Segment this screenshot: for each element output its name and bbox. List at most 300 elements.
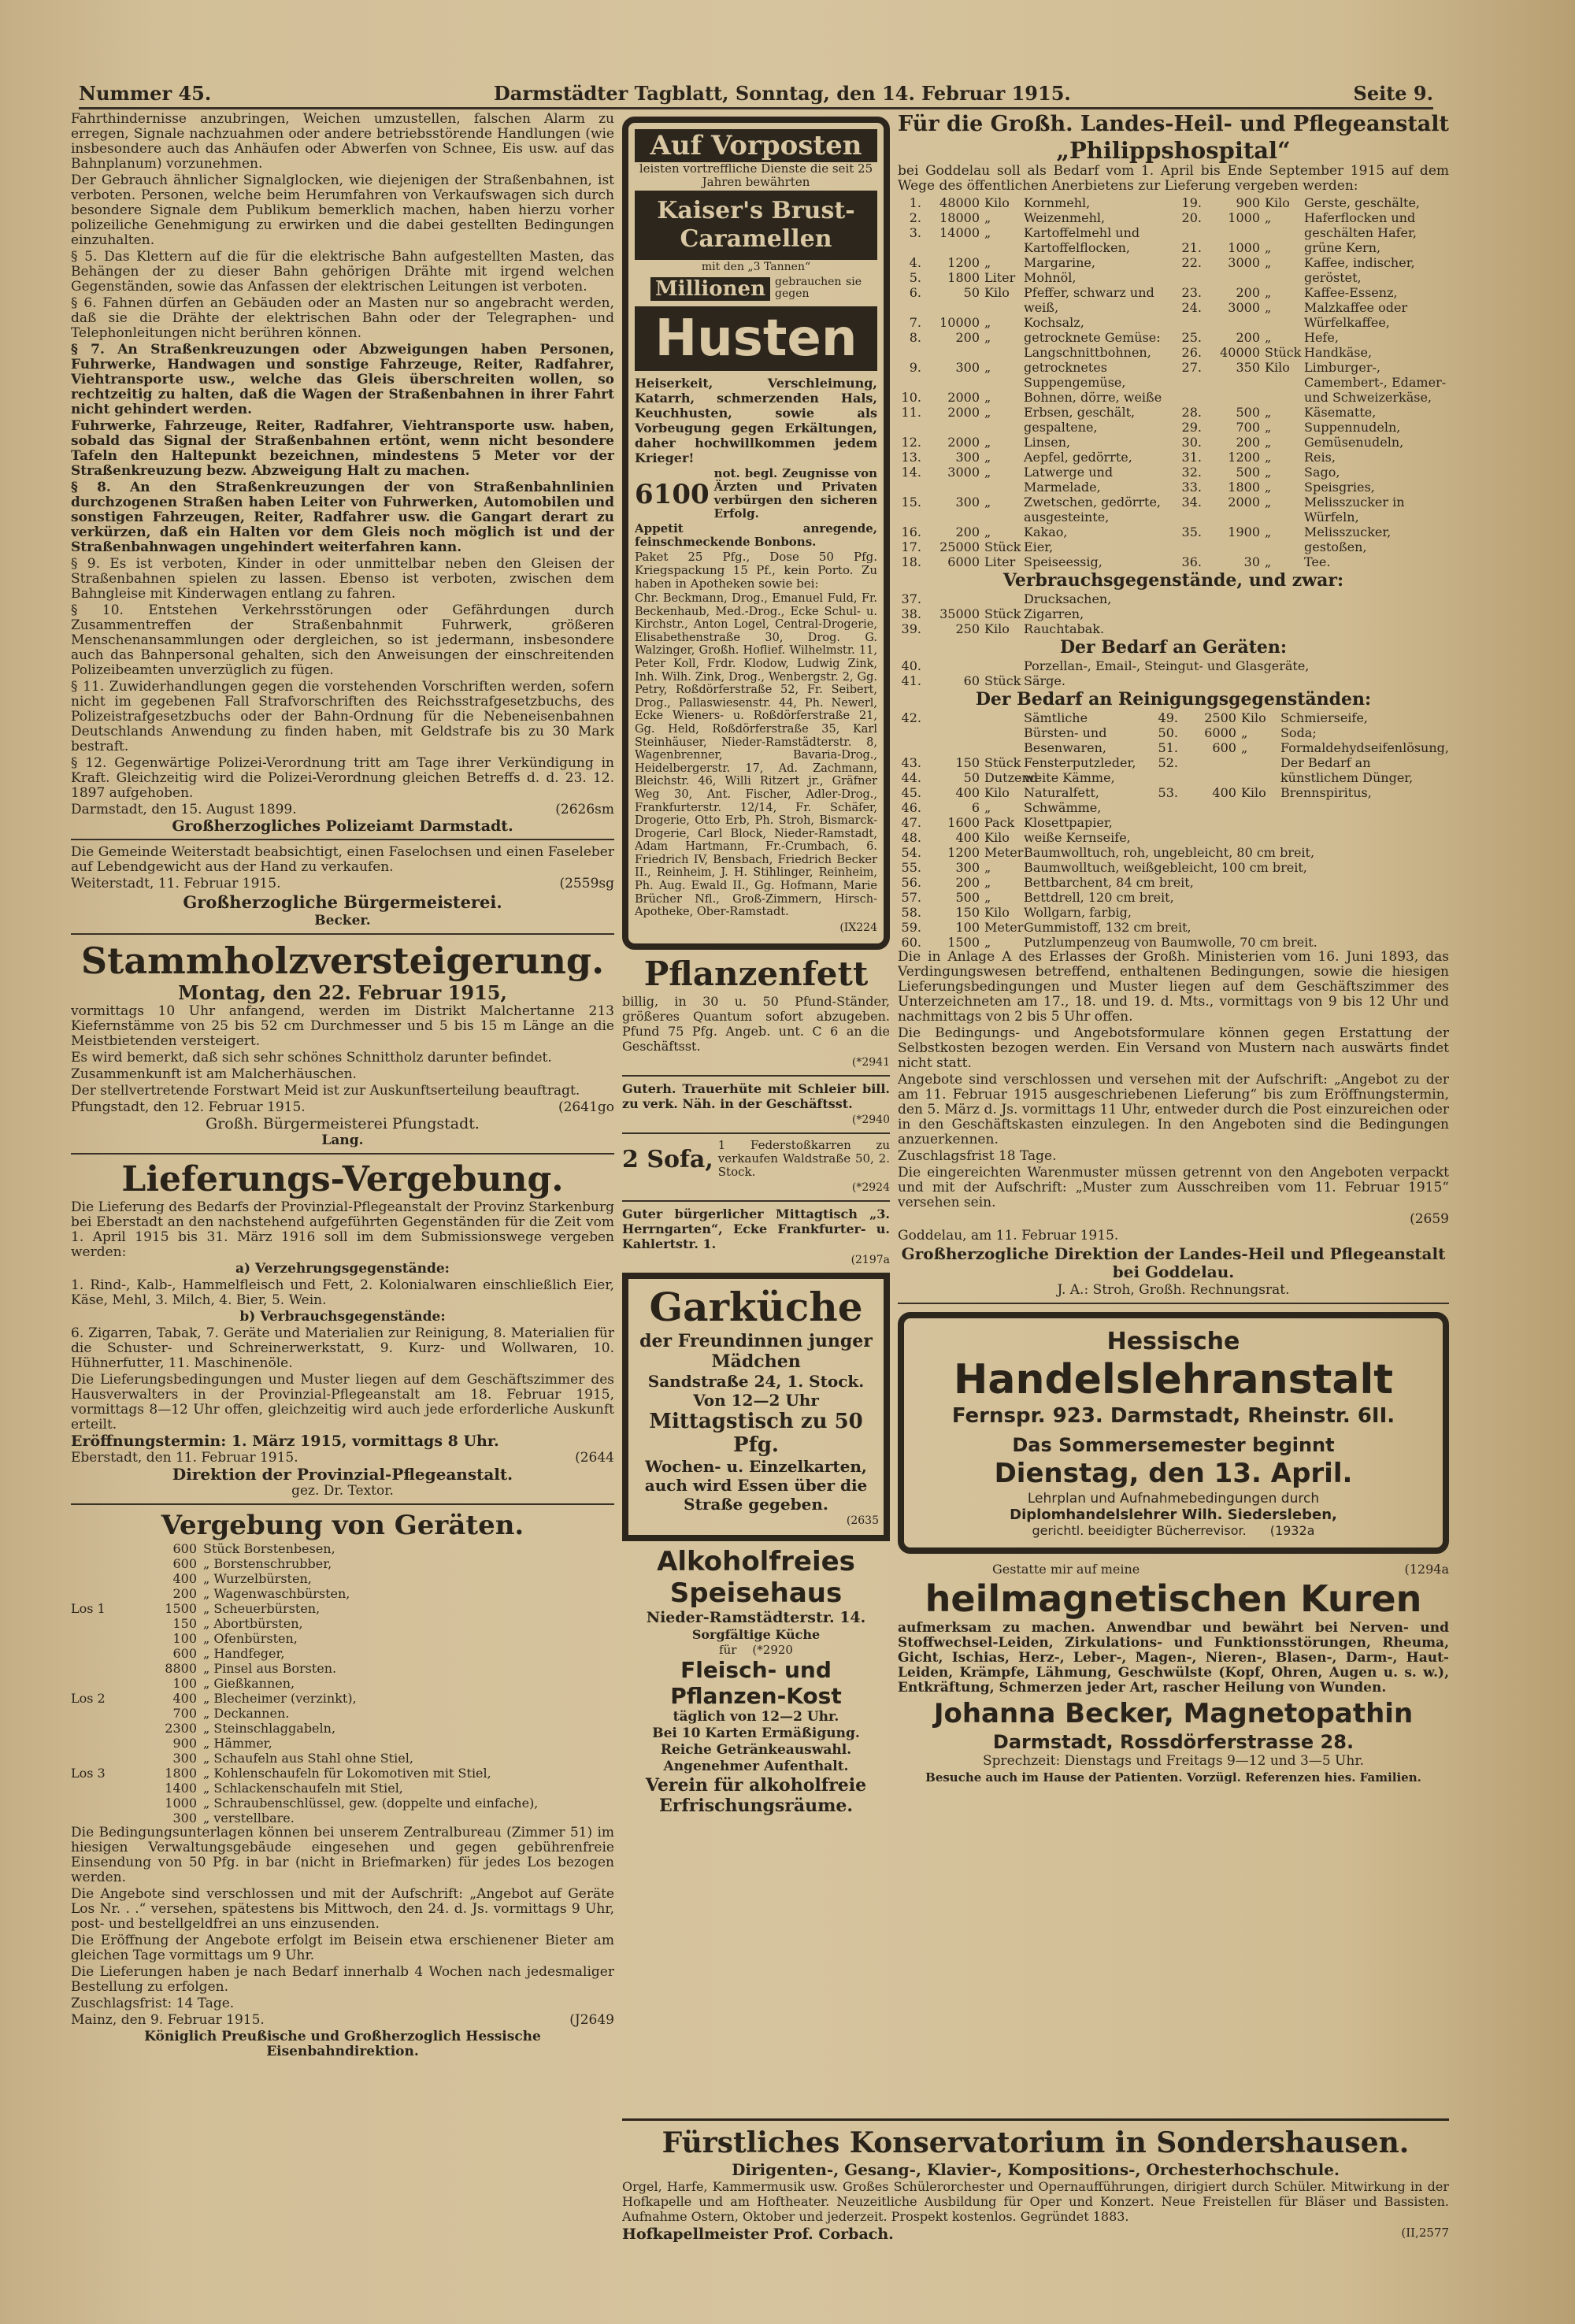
geraete-title: Vergebung von Geräten. xyxy=(161,1510,524,1541)
geraete-items xyxy=(898,658,1449,688)
item-row xyxy=(898,658,1449,673)
item-text: Mohnöl, xyxy=(1024,270,1077,285)
millionen-line xyxy=(635,276,877,302)
handelslehranstalt-ad xyxy=(898,1312,1449,1554)
lot-quantity: 200 xyxy=(172,1586,197,1601)
item-quantity: 6000 xyxy=(1204,725,1236,740)
lot-row xyxy=(71,1661,614,1676)
police-date: Darmstadt, den 15. August 1899. xyxy=(71,802,297,817)
item-text: Schmierseife, xyxy=(1280,710,1368,725)
lot-label xyxy=(71,1796,142,1811)
police-para: Fahrthindernisse anzubringen, Weichen umzustellen, falschen Alarm zu erregen, Signale nachzuahmen oder andere betriebsstörende Handlungen (wie insbesondere auch das Anhäufen oder Abwerfen von Schnee, Eis usw. auf das Bahnplanum) vorzunehmen. xyxy=(71,112,614,172)
item-row xyxy=(1178,420,1449,435)
item-row xyxy=(1178,435,1449,450)
item-number: 21. xyxy=(1181,240,1202,255)
lot-label: Los 1 xyxy=(71,1601,106,1616)
item-number: 22. xyxy=(1181,255,1202,270)
lot-row xyxy=(71,1796,614,1811)
divider xyxy=(71,1153,614,1155)
item-quantity: 1800 xyxy=(1228,480,1260,495)
speisehaus-ref: (*2920 xyxy=(752,1642,793,1657)
item-quantity xyxy=(926,710,984,755)
lot-row xyxy=(71,1601,614,1616)
geraete-ref: (J2649 xyxy=(569,2012,614,2028)
item-number: 51. xyxy=(1158,740,1178,755)
item-quantity: 2000 xyxy=(947,390,980,405)
item-row xyxy=(1154,785,1449,800)
item-row xyxy=(898,935,1449,950)
divider xyxy=(71,839,614,840)
pflanzenfett-text: billig, in 30 u. 50 Pfund-Ständer, größeres Quantum sofort abzugeben. Pfund 75 Pfg. Angeb. unt. C 6 an die Geschäftsst. xyxy=(622,993,890,1054)
item-quantity: 250 xyxy=(955,621,980,636)
reinigung-items xyxy=(898,710,1449,845)
item-text: Wollgarn, farbig, xyxy=(1024,905,1132,920)
lot-label xyxy=(71,1631,142,1646)
item-number: 28. xyxy=(1181,405,1202,420)
handelslehranstalt-addr: Fernspr. 923. Darmstadt, Rheinstr. 6II. xyxy=(951,1404,1395,1428)
item-unit: „ xyxy=(1265,480,1272,495)
heil-pre: Gestatte mir auf meine xyxy=(992,1562,1140,1577)
item-number: 14. xyxy=(901,465,921,480)
handelslehranstalt-footer xyxy=(914,1523,1433,1538)
hospital-signer: J. A.: Stroh, Großh. Rechnungsrat. xyxy=(1057,1282,1290,1298)
appetit-text: Appetit anregende, feinschmeckende Bonbons. xyxy=(635,521,877,549)
item-row xyxy=(1154,755,1449,785)
lot-label xyxy=(71,1781,142,1796)
hospital-name: „Philippshospital“ xyxy=(1056,137,1291,164)
kons-footer xyxy=(622,2226,1449,2243)
stammholz-name: Lang. xyxy=(321,1132,364,1148)
lieferung-name: gez. Dr. Textor. xyxy=(291,1483,394,1499)
item-number: 37. xyxy=(901,591,921,606)
item-text: Naturalfett, xyxy=(1024,785,1099,800)
issue-number: Nummer 45. xyxy=(79,81,212,105)
lieferung-text2: Die Lieferungsbedingungen und Muster liegen auf dem Geschäftszimmer des Hausverwalters in der Provinzial-Pflegeanstalt am 18. Februar 1915, vormittags 8—12 Uhr offen, gleichzeitig wird auch jede erforderliche Auskunft erteilt. xyxy=(71,1372,614,1433)
pflanzenfett-title: Pflanzenfett xyxy=(643,954,869,993)
item-unit: „ xyxy=(984,435,991,450)
mittagtisch-ad xyxy=(622,1206,890,1268)
item-text: Sago, xyxy=(1304,465,1340,480)
lot-quantity: 100 xyxy=(172,1676,197,1691)
heil-addr: Darmstadt, Rossdörferstrasse 28. xyxy=(992,1731,1354,1753)
item-unit: Kilo xyxy=(1240,710,1266,725)
item-row xyxy=(1178,465,1449,480)
item-quantity: 400 xyxy=(955,830,980,845)
trauer-ad xyxy=(622,1081,890,1128)
item-row xyxy=(898,285,1169,315)
lieferung-section-a: a) Verzehrungsgegenstände: xyxy=(235,1261,450,1277)
lot-row xyxy=(71,1751,614,1766)
police-para: § 9. Es ist verboten, Kinder in oder unmittelbar neben den Gleisen der Straßenbahnen spielen zu lassen. Ebenso ist verboten, zwischen dem Bahngleise mit Kinderwagen entlang zu fahren. xyxy=(71,556,614,602)
heil-besuch: Besuche auch im Hause der Patienten. Vorzügl. Referenzen hies. Familien. xyxy=(925,1770,1421,1785)
police-para: § 7. An Straßenkreuzungen oder Abzweigungen haben Personen, Fuhrwerke, Handwagen und sonstige Fahrzeuge, Reiter, Radfahrer, Viehtransporte usw., welche das Gleis überschreiten wollen, so rechtzeitig zu halten, daß die Wagen der Straßenbahnen in ihrer Fahrt nicht gehindert werden. xyxy=(71,342,614,417)
brand-name: Kaiser's Brust-Caramellen xyxy=(635,191,877,260)
police-para: § 11. Zuwiderhandlungen gegen die vorstehenden Vorschriften werden, sofern nicht im gegebenen Fall Strafvorschriften des Reichsstrafgesetzbuchs, des Polizeistrafgesetzbuchs oder der Bahn-Ordnung für die Nebeneisenbahnen Deutschlands Anwendung zu finden haben, mit Geldstrafe bis zu 30 Mark bestraft. xyxy=(71,679,614,754)
item-text: Handkäse, xyxy=(1304,345,1373,360)
item-row xyxy=(898,875,1449,890)
lot-quantity: 400 xyxy=(172,1571,197,1586)
item-unit: Kilo xyxy=(984,830,1010,845)
gemeinde-name: Becker. xyxy=(314,913,371,928)
stammholz-signature: Großh. Bürgermeisterei Pfungstadt. xyxy=(206,1115,480,1132)
heil-name: Johanna Becker, Magnetopathin xyxy=(933,1698,1414,1729)
hospital-text: Die Bedingungs- und Angebotsformulare können gegen Erstattung der Selbstkosten bezogen werden. Ein Versand von Mustern nach auswärts findet nicht statt. xyxy=(898,1025,1449,1071)
item-text: Zwetschen, gedörrte, ausgesteinte, xyxy=(1024,495,1161,524)
lot-quantity: 600 xyxy=(172,1556,197,1571)
item-text: Eier, xyxy=(1024,539,1054,554)
sofa-ad xyxy=(622,1139,890,1181)
item-row xyxy=(1178,195,1449,210)
speisehaus-drinks: Reiche Getränkeauswahl. xyxy=(660,1741,852,1758)
item-row xyxy=(1178,300,1449,330)
speisehaus-stay: Angenehmer Aufenthalt. xyxy=(663,1758,849,1774)
divider xyxy=(622,1075,890,1077)
divider xyxy=(71,1503,614,1505)
sofa-text: 1 Federstoßkarren zu verkaufen Waldstraße 50, 2. Stock. xyxy=(717,1137,890,1179)
item-unit: „ xyxy=(984,405,991,420)
item-number: 44. xyxy=(901,770,921,785)
item-quantity: 40000 xyxy=(1220,345,1260,360)
heil-title: heilmagnetischen Kuren xyxy=(925,1577,1422,1620)
sofa-ref: (*2924 xyxy=(851,1181,890,1194)
item-unit: „ xyxy=(984,524,991,539)
lot-label: Los 2 xyxy=(71,1691,106,1706)
item-row xyxy=(898,524,1169,539)
item-quantity: 1000 xyxy=(1228,240,1260,255)
item-number: 49. xyxy=(1158,710,1178,725)
hospital-text: Die in Anlage A des Erlasses der Großh. Ministerien vom 16. Juni 1893, das Verdingungswesen betreffend, enthaltenen Bedingungen, sowie die hiesigen Lieferungsbedingungen und Muster liegen auf dem Geschäftszimmer des Unterzeichneten am 17., 18. und 19. d. Mts., vormittags von 9 bis 12 Uhr und nachmittags von 2 bis 5 Uhr offen. xyxy=(898,949,1449,1025)
geraete-notice xyxy=(71,1510,614,2059)
item-number: 38. xyxy=(901,606,921,621)
hospital-place: Goddelau, am 11. Februar 1915. xyxy=(898,1228,1119,1244)
police-para: § 8. An den Straßenkreuzungen der von Straßenbahnlinien durchzogenen Straßen haben Leiter von Fuhrwerken, Automobilen und sonstigen Fahrzeugen, Reiter, Radfahrer usw. die Gangart derart zu verkürzen, daß ein Halten vor dem Gleis noch möglich ist und der Straßenbahnwagen ungehindert weiterfahren kann. xyxy=(71,480,614,555)
item-row xyxy=(898,770,1145,785)
item-unit: Kilo xyxy=(1240,785,1266,800)
police-ref: (2626sm xyxy=(555,802,614,817)
police-para: § 10. Entstehen Verkehrsstörungen oder Gefährdungen durch Zusammentreffen der Straßenbahnmit Fuhrwerk, größeren Menschenansammlungen oder dergleichen, so ist jedermann, insbesondere auch das Bahnpersonal gehalten, sich den Anweisungen der einschreitenden Polizeibeamten unverzüglich zu fügen. xyxy=(71,602,614,678)
item-quantity: 2500 xyxy=(1204,710,1236,725)
trauer-text: Guterh. Trauerhüte mit Schleier bill. zu verk. Näh. in der Geschäftsst. xyxy=(622,1080,890,1111)
lot-quantity: 1500 xyxy=(165,1601,197,1616)
item-unit: „ xyxy=(984,225,991,240)
item-unit: „ xyxy=(1265,210,1272,225)
police-para: § 6. Fahnen dürfen an Gebäuden oder an Masten nur so angebracht werden, daß sie die Drähte der elektrischen Bahn oder der Telegraphen- und Telephonleitungen nicht berühren können. xyxy=(71,295,614,341)
item-quantity: 200 xyxy=(1236,435,1260,450)
item-number: 9. xyxy=(909,360,921,375)
item-quantity: 200 xyxy=(955,875,980,890)
item-unit: „ xyxy=(1265,435,1272,450)
lot-row xyxy=(71,1571,614,1586)
gemeinde-text: Die Gemeinde Weiterstadt beabsichtigt, einen Faselochsen und einen Faseleber auf Lebendgewicht aus der Hand zu verkaufen. xyxy=(71,844,614,875)
handelslehranstalt-ref: (1932a xyxy=(1269,1523,1315,1538)
stammholz-dateline xyxy=(71,1100,614,1115)
item-number: 23. xyxy=(1181,285,1202,300)
kons-sub: Dirigenten-, Gesang-, Klavier-, Kompositions-, Orchesterhochschule. xyxy=(732,2160,1340,2179)
item-unit: „ xyxy=(984,210,991,225)
item-number: 12. xyxy=(901,435,921,450)
lot-item: „ Gießkannen, xyxy=(203,1676,295,1691)
item-text: Drucksachen, xyxy=(1024,591,1112,606)
reinigung-title: Der Bedarf an Reinigungsgegenständen: xyxy=(975,689,1372,710)
item-text: Kaffee, indischer, geröstet, xyxy=(1304,255,1415,285)
item-unit xyxy=(1241,755,1280,785)
item-number: 48. xyxy=(901,830,921,845)
preis-text: Paket 25 Pfg., Dose 50 Pfg. Kriegspackung 15 Pf., kein Porto. Zu haben in Apotheken sowie bei: xyxy=(635,550,877,591)
stammholz-text: Zusammenkunft ist am Malcherhäuschen. xyxy=(71,1066,357,1082)
pflanzenfett-ref: (*2941 xyxy=(851,1055,890,1069)
lot-row xyxy=(71,1721,614,1736)
lieferung-place: Eberstadt, den 11. Februar 1915. xyxy=(71,1450,298,1466)
lot-label xyxy=(71,1646,142,1661)
item-quantity: 6 xyxy=(971,800,980,815)
lot-item: „ Wagenwaschbürsten, xyxy=(203,1586,350,1601)
lot-label xyxy=(71,1661,142,1676)
item-number: 42. xyxy=(901,710,921,725)
lot-item: „ Steinschlaggabeln, xyxy=(203,1721,336,1736)
page-header xyxy=(79,79,1433,109)
item-row xyxy=(1178,255,1449,285)
item-row xyxy=(898,315,1169,330)
geraete-signature: Königlich Preußische und Großherzoglich Hessische Eisenbahndirektion. xyxy=(144,2029,541,2059)
lot-row xyxy=(71,1781,614,1796)
item-text: Baumwolltuch, roh, ungebleicht, 80 cm breit, xyxy=(1024,845,1315,860)
lot-label xyxy=(71,1706,142,1721)
item-quantity: 6000 xyxy=(947,554,980,569)
lot-label xyxy=(71,1676,142,1691)
geraete-text: Die Eröffnung der Angebote erfolgt im Beisein etwa erschienener Bieter am gleichen Tage vormittags um 9 Uhr. xyxy=(71,1933,614,1963)
police-para: Fuhrwerke, Fahrzeuge, Reiter, Radfahrer, Viehtransporte usw. haben, sobald das Signal der Straßenbahnen ertönt, wenn nicht besondere Tafeln den Haltepunkt bezeichnen, mindestens 5 Meter vor der Straßenkreuzung bezw. Abzweigung Halt zu machen. xyxy=(71,418,614,479)
semester-text: Das Sommersemester beginnt xyxy=(1012,1434,1335,1456)
item-row xyxy=(898,390,1169,405)
item-quantity: 2000 xyxy=(947,435,980,450)
kaiser-ref: (IX224 xyxy=(839,921,877,934)
heil-ref: (1294a xyxy=(1404,1562,1449,1577)
item-number: 56. xyxy=(901,875,921,890)
item-number: 26. xyxy=(1181,345,1202,360)
hospital-signature: Großherzogliche Direktion der Landes-Heil und Pflegeanstalt bei Goddelau. xyxy=(901,1244,1446,1281)
item-row xyxy=(1178,495,1449,524)
lot-quantity: 1400 xyxy=(165,1781,197,1796)
item-quantity xyxy=(1183,755,1241,785)
divider xyxy=(898,1303,1449,1304)
item-number: 4. xyxy=(909,255,921,270)
item-quantity: 500 xyxy=(1236,465,1260,480)
item-text: Klosettpapier, xyxy=(1024,815,1113,830)
lot-quantity: 2300 xyxy=(165,1721,197,1736)
lot-quantity: 600 xyxy=(172,1541,197,1556)
lot-row xyxy=(71,1541,614,1556)
item-quantity: 1800 xyxy=(947,270,980,285)
item-unit: „ xyxy=(984,315,991,330)
item-unit xyxy=(984,591,1024,606)
reinigung-items-right xyxy=(1154,710,1449,845)
item-row xyxy=(1178,360,1449,405)
item-row xyxy=(1178,285,1449,300)
speisehaus-verein: Verein für alkoholfreie Erfrischungsräume. xyxy=(645,1774,867,1816)
item-quantity: 1900 xyxy=(1228,524,1260,539)
stammholz-text: vormittags 10 Uhr anfangend, werden im Distrikt Malchertanne 213 Kiefernstämme von 25 bis 52 cm Durchmesser und 5 bis 15 m Länge an die Meistbietenden versteigert. xyxy=(71,1003,614,1049)
item-text: Reis, xyxy=(1304,450,1336,465)
item-unit: Liter xyxy=(984,554,1016,569)
brand-sub: mit den „3 Tannen“ xyxy=(701,261,811,273)
item-unit xyxy=(984,658,1024,673)
item-quantity: 300 xyxy=(955,450,980,465)
item-text: grüne Kern, xyxy=(1304,240,1381,255)
item-text: Soda; xyxy=(1280,725,1317,740)
item-quantity: 900 xyxy=(1236,195,1260,210)
lot-item: „ Pinsel aus Borsten. xyxy=(203,1661,337,1676)
lot-label xyxy=(71,1751,142,1766)
item-quantity: 1200 xyxy=(1228,450,1260,465)
item-number: 54. xyxy=(901,845,921,860)
lot-item: „ Kohlenschaufeln für Lokomotiven mit Stiel, xyxy=(203,1766,491,1781)
item-text: Weizenmehl, xyxy=(1024,210,1106,225)
lots-list xyxy=(71,1541,614,1825)
lieferung-term: Eröffnungstermin: 1. März 1915, vormittags 8 Uhr. xyxy=(71,1433,499,1450)
item-text: Gemüsenudeln, xyxy=(1304,435,1404,450)
item-text: getrocknetes Suppengemüse, xyxy=(1024,360,1126,390)
item-unit: „ xyxy=(1240,725,1248,740)
police-ordinance xyxy=(71,112,614,834)
item-row xyxy=(898,920,1449,935)
item-quantity: 500 xyxy=(955,890,980,905)
item-row xyxy=(898,710,1145,755)
lot-item: „ Blecheimer (verzinkt), xyxy=(203,1691,357,1706)
lot-item: „ Schaufeln aus Stahl ohne Stiel, xyxy=(203,1751,413,1766)
hessische-label: Hessische xyxy=(1106,1328,1240,1355)
item-text: Sämtliche Bürsten- und Besenwaren, xyxy=(1024,710,1107,755)
item-row xyxy=(898,330,1169,360)
item-unit: „ xyxy=(984,465,991,480)
item-quantity: 500 xyxy=(1236,405,1260,420)
item-number: 6. xyxy=(909,285,921,300)
item-number: 53. xyxy=(1158,785,1178,800)
item-unit: Kilo xyxy=(1265,360,1290,375)
item-number: 27. xyxy=(1181,360,1202,375)
item-quantity: 50 xyxy=(963,770,980,785)
lot-row xyxy=(71,1736,614,1751)
item-quantity: 1200 xyxy=(947,845,980,860)
item-text: Kornmehl, xyxy=(1024,195,1091,210)
handelslehranstalt-director2: gerichtl. beeidigter Bücherrevisor. xyxy=(1032,1523,1247,1538)
semester-date: Dienstag, den 13. April. xyxy=(994,1458,1353,1489)
item-quantity: 10000 xyxy=(939,315,980,330)
item-quantity: 300 xyxy=(955,360,980,375)
item-number: 32. xyxy=(1181,465,1202,480)
item-text: Särge. xyxy=(1024,673,1065,688)
lieferung-ref: (2644 xyxy=(575,1450,614,1466)
lot-row xyxy=(71,1706,614,1721)
mittagtisch-ref: (2197a xyxy=(850,1253,890,1266)
item-quantity: 1200 xyxy=(947,255,980,270)
speisehaus-kitchen: Sorgfältige Küche xyxy=(691,1626,821,1642)
lot-row xyxy=(71,1766,614,1781)
item-unit: Kilo xyxy=(984,785,1010,800)
lot-quantity: 900 xyxy=(172,1736,197,1751)
item-number: 5. xyxy=(909,270,921,285)
item-row xyxy=(898,890,1449,905)
item-row xyxy=(898,465,1169,495)
item-number: 8. xyxy=(909,330,921,345)
lot-quantity: 1800 xyxy=(165,1766,197,1781)
item-number: 33. xyxy=(1181,480,1202,495)
item-unit: „ xyxy=(1265,330,1272,345)
item-row xyxy=(1178,240,1449,255)
item-text: Margarine, xyxy=(1024,255,1095,270)
paper-title: Darmstädter Tagblatt, Sonntag, den 14. Februar 1915. xyxy=(493,81,1071,105)
item-text: Kakao, xyxy=(1024,524,1068,539)
garkueche-title: Garküche xyxy=(649,1283,863,1330)
item-unit: „ xyxy=(1265,300,1272,315)
item-quantity: 14000 xyxy=(939,225,980,240)
item-row xyxy=(898,591,1449,606)
lot-label: Los 3 xyxy=(71,1766,106,1781)
stoff-items xyxy=(898,845,1449,950)
item-text: Käsematte, xyxy=(1304,405,1377,420)
lieferung-items-b: 6. Zigarren, Tabak, 7. Geräte und Materialien zur Reinigung, 8. Materialien für die Schuster- und Schreinerwerkstatt, 9. Kurz- und Wollwaren, 10. Hühnerfutter, 11. Maschinenöle. xyxy=(71,1325,614,1371)
item-text: Hefe, xyxy=(1304,330,1339,345)
item-unit: Meter xyxy=(984,920,1024,935)
heil-time: Sprechzeit: Dienstags und Freitags 9—12 und 3—5 Uhr. xyxy=(983,1753,1364,1769)
lot-item: „ Handfeger, xyxy=(203,1646,285,1661)
lot-row xyxy=(71,1811,614,1825)
item-text: Latwerge und Marmelade, xyxy=(1024,465,1114,495)
item-number: 29. xyxy=(1181,420,1202,435)
item-unit: Liter xyxy=(984,270,1016,285)
item-unit: Kilo xyxy=(1265,195,1290,210)
item-number: 40. xyxy=(901,658,921,673)
geraete-dateline xyxy=(71,2013,614,2028)
stammholz-text: Der stellvertretende Forstwart Meid ist zur Auskunftserteilung beauftragt. xyxy=(71,1083,580,1099)
food-items-right xyxy=(1178,195,1449,569)
lot-quantity: 150 xyxy=(172,1616,197,1631)
lot-item: „ Scheuerbürsten, xyxy=(203,1601,321,1616)
hospital-text: Angebote sind verschlossen und versehen mit der Aufschrift: „Angebot zu der am 11. Februar 1915 ausgeschriebenen Lieferung“ bis zum Eröffnungstermin, den 5. März d. Js. vormittags 11 Uhr, entweder durch die Post einzureichen oder in den Geschäftskasten einzulegen. In den Angeboten sind die Bedingungen anzuerkennen. xyxy=(898,1072,1449,1147)
zeugnisse-text: not. begl. Zeugnisse von Ärzten und Privaten verbürgen den sicheren Erfolg. xyxy=(713,466,877,521)
police-para: § 12. Gegenwärtige Polizei-Verordnung tritt am Tage ihrer Verkündigung in Kraft. Gleichzeitig wird die Polizei-Verordnung gleichen Betreffs d. d. 23. 12. 1897 aufgehoben. xyxy=(71,755,614,801)
item-text: weite Kämme, xyxy=(1024,770,1115,785)
geraete-text: Die Bedingungsunterlagen können bei unserem Zentralbureau (Zimmer 51) im hiesigen Verwaltungsgebäude eingesehen und gegen gebührenfreie Einsendung von 50 Pfg. in bar (nicht in Briefmarken) für jedes Los bezogen werden. xyxy=(71,1825,614,1885)
lot-label xyxy=(71,1586,142,1601)
garkueche-addr: Sandstraße 24, 1. Stock. xyxy=(647,1371,865,1391)
item-number: 57. xyxy=(901,890,921,905)
speisehaus-title1: Alkoholfreies xyxy=(657,1545,855,1577)
item-number: 52. xyxy=(1158,755,1178,770)
lot-item: „ Schlackenschaufeln mit Stiel, xyxy=(203,1781,403,1796)
food-items-left xyxy=(898,195,1169,569)
gemeinde-notice xyxy=(71,845,614,928)
item-text: Speisgries, xyxy=(1304,480,1375,495)
item-row xyxy=(898,785,1145,800)
item-row xyxy=(898,495,1169,524)
hospital-text: Die eingereichten Warenmuster müssen getrennt von den Angeboten verpackt und mit der Aufschrift: „Muster zum Ausschreiben vom 11. Februar 1915“ versehen sein. xyxy=(898,1165,1449,1210)
item-unit: Stück xyxy=(984,606,1021,621)
item-quantity xyxy=(926,658,984,673)
lot-label xyxy=(71,1616,142,1631)
item-unit: „ xyxy=(1265,255,1272,270)
item-number: 16. xyxy=(901,524,921,539)
item-unit: „ xyxy=(1240,740,1248,755)
item-row xyxy=(898,905,1449,920)
item-text: Suppennudeln, xyxy=(1304,420,1401,435)
kons-title: Fürstliches Konservatorium in Sondershausen. xyxy=(662,2126,1410,2159)
item-number: 18. xyxy=(901,554,921,569)
item-unit: „ xyxy=(984,800,991,815)
lot-label xyxy=(71,1571,142,1586)
item-quantity: 200 xyxy=(1236,285,1260,300)
item-row xyxy=(1178,554,1449,569)
item-unit: Stück xyxy=(984,673,1021,688)
